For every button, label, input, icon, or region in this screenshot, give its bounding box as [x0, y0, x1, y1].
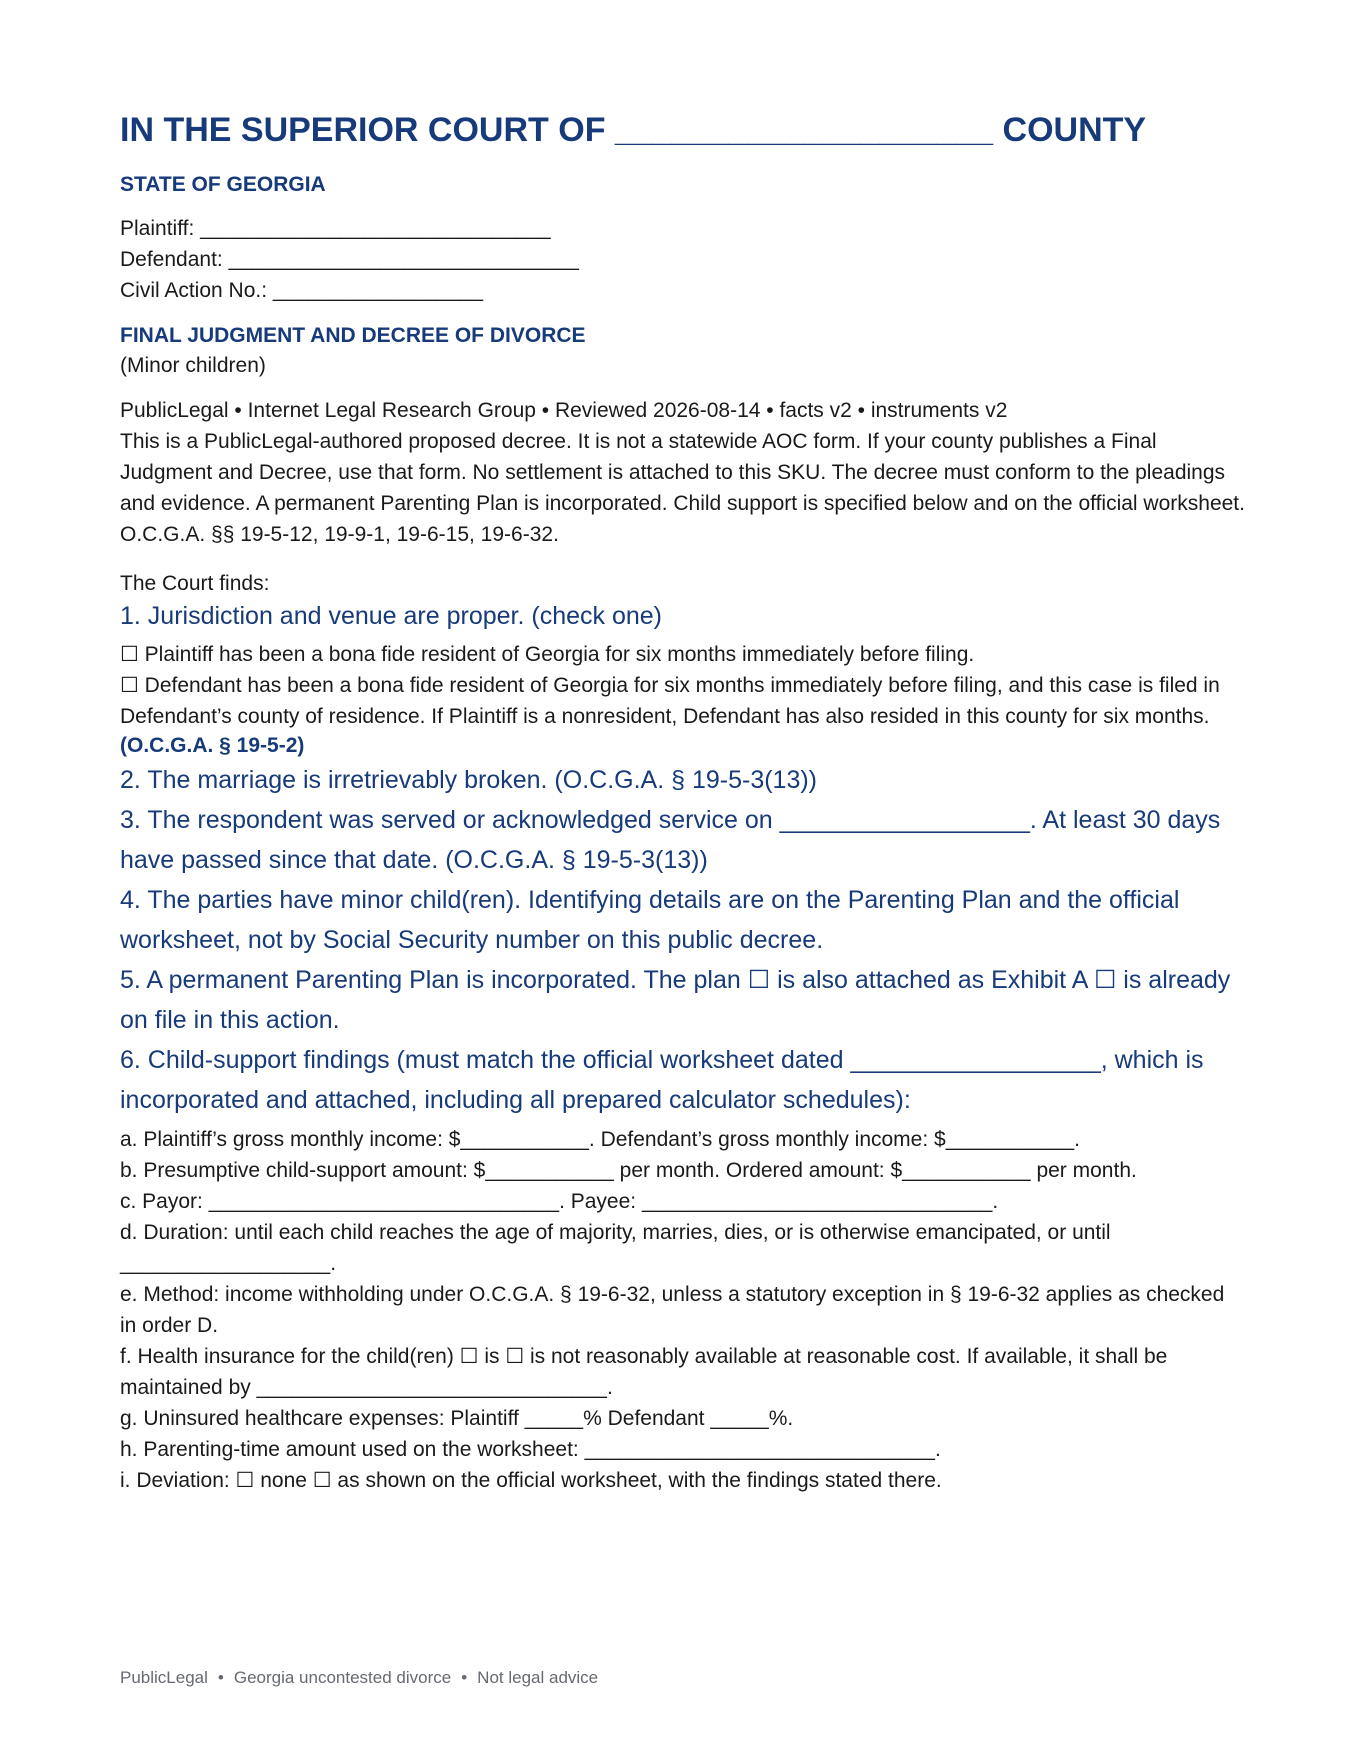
court-title: IN THE SUPERIOR COURT OF ____________________ COUNTY	[120, 111, 1147, 149]
support-item-a: a. Plaintiff’s gross monthly income: $___________. Defendant’s gross monthly income: $___________.	[120, 1128, 1081, 1151]
support-item-e: e. Method: income withholding under O.C.G.A. § 19-6-32, unless a statutory exception in § 19-6-32 applies as checked in order D.	[120, 1283, 1225, 1337]
support-item-c: c. Payor: ______________________________. Payee: ______________________________.	[120, 1190, 999, 1213]
finding-2: 2. The marriage is irretrievably broken. (O.C.G.A. § 19-5-3(13))	[120, 766, 818, 794]
meta-notice	[120, 395, 1245, 550]
document-subtitle: (Minor children)	[120, 354, 266, 377]
plaintiff-line: Plaintiff: ______________________________	[120, 217, 551, 240]
finding-4: 4. The parties have minor child(ren). Identifying details are on the Parenting Plan and the official worksheet, not by Social Security number on this public decree.	[120, 886, 1180, 954]
state-heading: STATE OF GEORGIA	[120, 173, 326, 196]
page-footer	[120, 1668, 598, 1688]
civil-action-line: Civil Action No.: __________________	[120, 279, 484, 302]
jurisdiction-reference: (O.C.G.A. § 19-5-2)	[120, 734, 305, 757]
notice-paragraph: This is a PublicLegal-authored proposed decree. It is not a statewide AOC form. If your county publishes a Final Judgment and Decree, use that form. No settlement is attached to this SKU. The decree must conform to the pleadings and evidence. A permanent Parenting Plan is incorporated. Child support is specified below and on the official worksheet. O.C.G.A. §§ 19-5-12, 19-9-1, 19-6-15, 19-6-32.	[120, 430, 1245, 546]
decree-page	[120, 108, 1245, 1496]
footer-separator: •	[461, 1668, 468, 1687]
support-item-b: b. Presumptive child-support amount: $___________ per month. Ordered amount: $___________ per month.	[120, 1159, 1137, 1182]
defendant-line: Defendant: ______________________________	[120, 248, 579, 271]
footer-separator: •	[217, 1668, 224, 1687]
findings-section	[120, 568, 1245, 1120]
footer-disclaimer: Not legal advice	[477, 1668, 599, 1687]
meta-line: PublicLegal • Internet Legal Research Group • Reviewed 2026-08-14 • facts v2 • instruments v2	[120, 399, 1008, 422]
footer-brand: PublicLegal	[120, 1668, 208, 1687]
support-item-d: d. Duration: until each child reaches the age of majority, marries, dies, or is otherwise emancipated, or until __________________.	[120, 1221, 1111, 1275]
findings-intro: The Court finds:	[120, 572, 270, 595]
jurisdiction-option-plaintiff: ☐ Plaintiff has been a bona fide resident of Georgia for six months immediately before filing.	[120, 643, 975, 666]
jurisdiction-options	[120, 639, 1245, 732]
footer-topic: Georgia uncontested divorce	[233, 1668, 452, 1687]
support-item-g: g. Uninsured healthcare expenses: Plaintiff _____% Defendant _____%.	[120, 1407, 794, 1430]
finding-1: 1. Jurisdiction and venue are proper. (check one)	[120, 602, 662, 630]
case-caption	[120, 213, 1245, 306]
support-item-f: f. Health insurance for the child(ren) ☐ is ☐ is not reasonably available at reasonable cost. If available, it shall be maintained by ______________________________.	[120, 1345, 1168, 1399]
support-item-i: i. Deviation: ☐ none ☐ as shown on the official worksheet, with the findings stated there.	[120, 1469, 942, 1492]
document-title: FINAL JUDGMENT AND DECREE OF DIVORCE	[120, 324, 586, 347]
finding-3: 3. The respondent was served or acknowledged service on __________________. At least 30 days have passed since that date. (O.C.G.A. § 19-5-3(13))	[120, 806, 1221, 874]
child-support-findings	[120, 1124, 1245, 1496]
jurisdiction-option-defendant: ☐ Defendant has been a bona fide resident of Georgia for six months immediately before filing, and this case is filed in Defendant’s county of residence. If Plaintiff is a nonresident, Defendant has also resided in this county for six months.	[120, 674, 1220, 728]
support-item-h: h. Parenting-time amount used on the worksheet: ______________________________.	[120, 1438, 941, 1461]
document-heading	[120, 322, 1245, 381]
finding-6: 6. Child-support findings (must match the official worksheet dated __________________, which is incorporated and attached, including all prepared calculator schedules):	[120, 1046, 1204, 1114]
finding-5: 5. A permanent Parenting Plan is incorporated. The plan ☐ is also attached as Exhibit A ☐ is already on file in this action.	[120, 966, 1231, 1034]
